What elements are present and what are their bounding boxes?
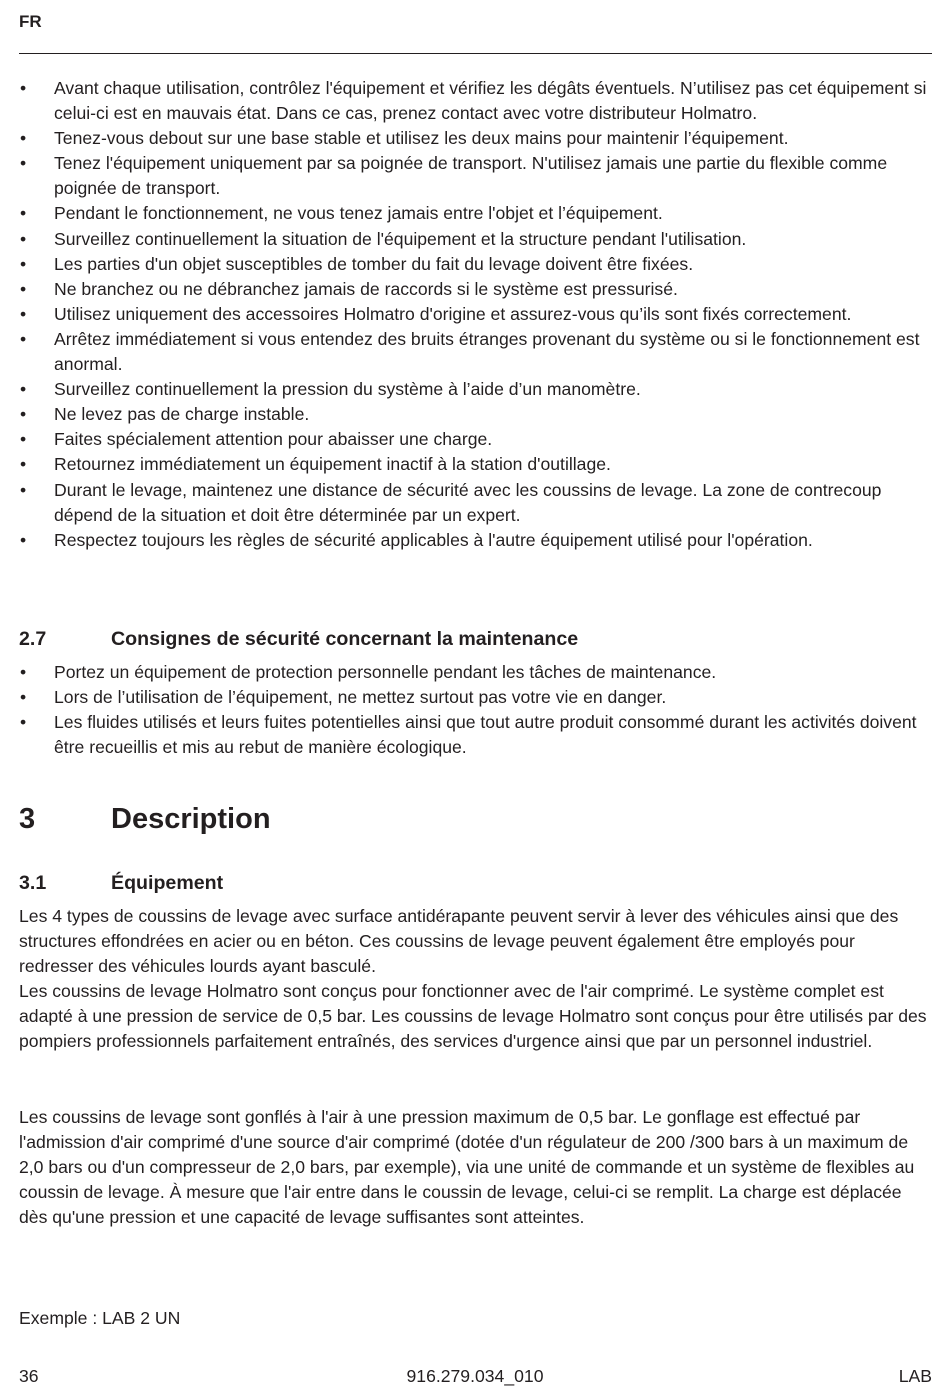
list-item: • Utilisez uniquement des accessoires Holmatro d'origine et assurez-vous qu’ils sont fixés correctement. — [19, 302, 935, 327]
list-item: • Surveillez continuellement la pression du système à l’aide d’un manomètre. — [19, 377, 935, 402]
section-2-7-heading — [19, 628, 919, 654]
list-item: • Portez un équipement de protection personnelle pendant les tâches de maintenance. — [19, 660, 935, 685]
paragraph-line: Les coussins de levage Holmatro sont conçus pour fonctionner avec de l'air comprimé. Le système complet est adapté à une pression de service de 0,5 bar. Les coussins de levage Holmatro sont conçus pour être utilisés par des pompiers professionnels parfaitement entraînés, des services d'urgence ainsi que par un personnel industriel. — [19, 981, 927, 1052]
document-number: 916.279.034_010 — [406, 1366, 544, 1386]
chapter-title: Description — [111, 803, 271, 835]
equipment-paragraph-2: Les coussins de levage sont gonflés à l'air à une pression maximum de 0,5 bar. Le gonflage est effectué par l'admission d'air comprimé d'une source d'air comprimé (dotée d'un régulateur de 200 /300 bars à un maximum de 2,0 bars ou d'un compresseur de 2,0 bars, par exemple), via une unité de commande et un système de flexibles au coussin de levage. À mesure que l'air entre dans le coussin de levage, celui-ci se remplit. La charge est déplacée dès qu'une pression et une capacité de levage suffisantes sont atteintes. — [19, 1107, 915, 1228]
list-item: • Faites spécialement attention pour abaisser une charge. — [19, 427, 935, 452]
section-number: 2.7 — [19, 628, 47, 650]
list-item: • Les parties d'un objet susceptibles de tomber du fait du levage doivent être fixées. — [19, 252, 935, 277]
list-item: • Avant chaque utilisation, contrôlez l'équipement et vérifiez les dégâts éventuels. N’utilisez pas cet équipement si celui-ci est en mauvais état. Dans ce cas, prenez contact avec votre distributeur Holmatro. — [19, 76, 935, 126]
section-title: Consignes de sécurité concernant la maintenance — [111, 628, 579, 650]
section-title: Équipement — [111, 872, 224, 894]
list-item: • Arrêtez immédiatement si vous entendez des bruits étranges provenant du système ou si le fonctionnement est anormal. — [19, 327, 935, 377]
list-item: • Ne branchez ou ne débranchez jamais de raccords si le système est pressurisé. — [19, 277, 935, 302]
header-divider — [19, 53, 932, 54]
list-item: • Pendant le fonctionnement, ne vous tenez jamais entre l'objet et l’équipement. — [19, 201, 935, 226]
maintenance-safety-list — [19, 660, 935, 760]
chapter-number: 3 — [19, 803, 36, 835]
list-item: • Retournez immédiatement un équipement inactif à la station d'outillage. — [19, 452, 935, 477]
list-item: • Lors de l’utilisation de l’équipement, ne mettez surtout pas votre vie en danger. — [19, 685, 935, 710]
list-item: • Tenez l'équipement uniquement par sa poignée de transport. N'utilisez jamais une partie du flexible comme poignée de transport. — [19, 151, 935, 201]
page-number: 36 — [19, 1366, 39, 1386]
paragraph-line: Les 4 types de coussins de levage avec surface antidérapante peuvent servir à lever des véhicules ainsi que des structures effondrées en acier ou en béton. Ces coussins de levage peuvent également être employés pour redresser des véhicules lourds ayant basculé. — [19, 906, 899, 977]
list-item: • Surveillez continuellement la situation de l'équipement et la structure pendant l'utilisation. — [19, 227, 935, 252]
safety-instructions-list — [19, 76, 935, 553]
list-item: • Ne levez pas de charge instable. — [19, 402, 935, 427]
list-item: • Tenez-vous debout sur une base stable et utilisez les deux mains pour maintenir l’équipement. — [19, 126, 935, 151]
product-code: LAB — [898, 1366, 932, 1386]
section-number: 3.1 — [19, 872, 47, 894]
example-label: Exemple : LAB 2 UN — [19, 1308, 181, 1328]
chapter-3-heading — [19, 803, 919, 843]
section-3-1-heading — [19, 872, 919, 898]
list-item: • Les fluides utilisés et leurs fuites potentielles ainsi que tout autre produit consommé durant les activités doivent être recueillis et mis au rebut de manière écologique. — [19, 710, 935, 760]
list-item: • Respectez toujours les règles de sécurité applicables à l'autre équipement utilisé pour l'opération. — [19, 528, 935, 553]
list-item: • Durant le levage, maintenez une distance de sécurité avec les coussins de levage. La zone de contrecoup dépend de la situation et doit être déterminée par un expert. — [19, 478, 935, 528]
equipment-paragraph-1 — [19, 904, 932, 1055]
language-code: FR — [19, 12, 42, 31]
